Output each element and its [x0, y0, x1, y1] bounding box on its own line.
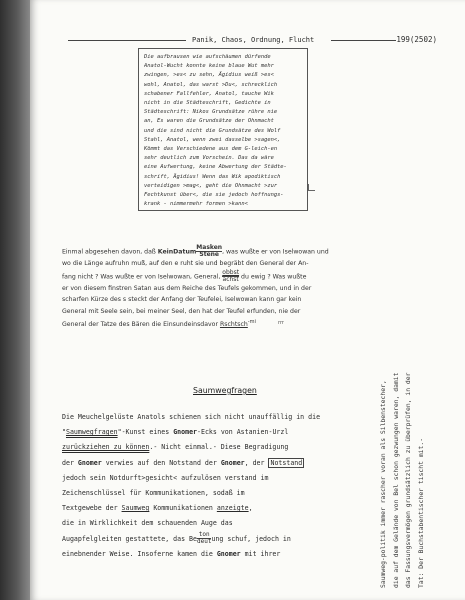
- superscript: -mi: [247, 319, 256, 325]
- margin-mark: [308, 184, 315, 191]
- stack-bottom: deut: [196, 538, 212, 546]
- text-run: mit ihrer: [240, 549, 281, 558]
- text-line: er von diesem finstren Satan aus dem Reiche des Teufels gekommen, und in der: [62, 284, 312, 292]
- text-line: Die Meuchelgelüste Anatols schienen sich nicht unauffällig in die: [62, 413, 321, 421]
- text-run: .- Nicht einmal.- Diese Begradigung: [149, 443, 289, 452]
- text-line: General mit Seele sein, bei meiner Seel, den hat der Teufel erfunden, nie der: [62, 307, 301, 315]
- text-run: Augapfelgleiten gestattete, das Be: [62, 534, 197, 543]
- stack-bottom: achst: [222, 275, 239, 283]
- paragraph-saumweg: [62, 410, 392, 562]
- text-run: Textgewebe der: [62, 504, 122, 513]
- vertical-line: Tat: Der Buchstabentischer tischt mit.-: [416, 437, 425, 588]
- text-line: die in Wirklichkeit dem schauenden Auge das: [62, 519, 233, 528]
- text-run: ": [117, 428, 122, 437]
- book-spine: [0, 0, 30, 600]
- vertical-line: das Fassungsvermögen grundsätzlich zu überprüfen, in der: [404, 372, 412, 588]
- bold-word: Gnomer: [216, 549, 241, 558]
- stack-top: Masken: [196, 244, 223, 251]
- text-run: ung schuf, jedoch in: [211, 534, 291, 543]
- text-line: [62, 270, 424, 283]
- underlined-word: Saumweg: [121, 504, 150, 513]
- text-line: wo die Länge aufruhn muß, auf den e ruht sie und begräbt den General der An-: [62, 260, 309, 267]
- paragraph-general: [62, 245, 424, 331]
- text-run: fang nicht ? Was wußte er von Iselwowan, General,: [62, 273, 223, 280]
- text-line: [62, 501, 392, 516]
- underlined-word: anzeigte: [216, 504, 249, 513]
- box-line: Stahl, Anatol, wenn zwei dasselbe >sagen<,: [144, 136, 281, 143]
- text-run: der: [62, 458, 78, 467]
- text-run: Kommunikationen: [149, 504, 217, 513]
- box-line: wohl, Anatol, das warst >Du<, schrecklich: [144, 81, 278, 88]
- text-run: ,: [248, 504, 253, 513]
- vertical-line: Saumweg-politik immer rascher voran als Silbenstecher,: [379, 380, 387, 588]
- boxed-word: Notstand: [270, 458, 303, 467]
- text-line: jedoch sein Notdurft>gesicht< aufzulösen verstand im: [62, 473, 269, 482]
- vertical-margin-text: [377, 208, 427, 588]
- bold-word: KeinDatum: [157, 248, 197, 256]
- text-line: scharfen Kürze des s steckt der Anfang der Teufelei, Iselwowan kann gar kein: [62, 296, 302, 303]
- box-line: schabener Fallfehler, Anatol, tauche Wik: [144, 90, 274, 97]
- box-line: und die sind nicht die Grundsätze des Wolf: [144, 127, 281, 134]
- text-run: einebnender Weise. Insoferne kamen die: [62, 549, 217, 558]
- header-rule-left: [68, 40, 186, 41]
- underlined-word: zurückziehen zu können: [62, 443, 150, 452]
- box-line: an, Es waren die Grundsätze der Ohnmacht: [144, 118, 274, 125]
- text-line: [62, 456, 392, 471]
- box-line: eine Aufwertung, keine Abwertung der Städte-: [144, 164, 287, 171]
- underlined-word: Rschtsch: [219, 321, 248, 329]
- book-page: [30, 0, 465, 600]
- text-line: [62, 532, 392, 547]
- stacked-words: [196, 245, 222, 258]
- header-rule-right: [331, 40, 396, 41]
- text-run: Einmal abgesehen davon, daß: [62, 248, 158, 256]
- underlined-word: Saumwegfragen: [65, 428, 118, 437]
- text-line: [62, 245, 424, 258]
- text-line: Zeichenschlüssel für Kommunikationen, sodaß im: [62, 489, 245, 498]
- text-run: du ewig ? Was wußte: [239, 273, 307, 280]
- bold-word: Gnomer: [173, 428, 198, 437]
- text-run: -Ecks von Astanien-Urzl: [197, 428, 289, 437]
- stack-top: ton: [198, 531, 210, 539]
- box-line: Städteschrift: Nikos Grundsätze rühre nie: [144, 109, 278, 116]
- header-title: Panik, Chaos, Ordnung, Flucht: [192, 36, 315, 44]
- text-line: [62, 547, 392, 562]
- box-line: sehr deutlich zum Vorschein. Das da wäre: [144, 155, 274, 162]
- text-run: ": [62, 428, 66, 437]
- box-line: Die aufbrausen wie aufschäumen dürfende: [144, 54, 271, 60]
- text-run: -Kunst eines: [121, 428, 174, 437]
- box-line: zwingen, >es< zu sehn, Ägidius weiß >es<: [144, 72, 274, 79]
- text-line: [62, 440, 392, 455]
- stacked-words: [222, 270, 239, 283]
- box-line: krank - nimmermehr formen >kann<: [144, 201, 248, 208]
- vertical-line: die auf dem Gelände von Bel schon gezwungen waren, damit: [391, 372, 400, 588]
- page-number: 199(2502): [396, 35, 437, 44]
- text-run: , der: [244, 458, 269, 467]
- box-line: verteidigen >mag<, geht die Ohnmacht >zur: [144, 182, 278, 189]
- text-run: verwies auf den Notstand der: [101, 458, 221, 467]
- box-line: nicht in die Städteschrift, Gedichte in: [144, 100, 271, 107]
- text-line: [62, 425, 392, 440]
- text-run: , was wußte er von Iselwowan und: [222, 248, 329, 256]
- box-line: Anatol-Wucht konnte keine blaue Wut mehr: [144, 63, 274, 70]
- handwritten-mark: rrr: [278, 320, 284, 326]
- stack-bottom: Stene: [196, 251, 222, 258]
- stack-top: obbst: [222, 268, 240, 276]
- boxed-passage: [138, 48, 308, 211]
- running-header: [68, 33, 437, 47]
- text-run: General der Tatze des Bären die Einsundeinsdavor: [62, 321, 220, 329]
- box-line: Fechtkunst über<, die sie jedoch hoffnungs-: [144, 192, 284, 199]
- bold-word: Gnomer: [220, 458, 245, 467]
- box-line: schrift, Ägidius! Wenn das Wik apodiktisch: [144, 173, 281, 180]
- text-line: [62, 317, 424, 331]
- bold-word: Gnomer: [77, 458, 102, 467]
- stacked-words: [197, 532, 211, 545]
- box-line: Kömmt das Verschiedene aus dem G-leich-en: [144, 146, 278, 153]
- section-heading: Saumwegfragen: [193, 386, 257, 395]
